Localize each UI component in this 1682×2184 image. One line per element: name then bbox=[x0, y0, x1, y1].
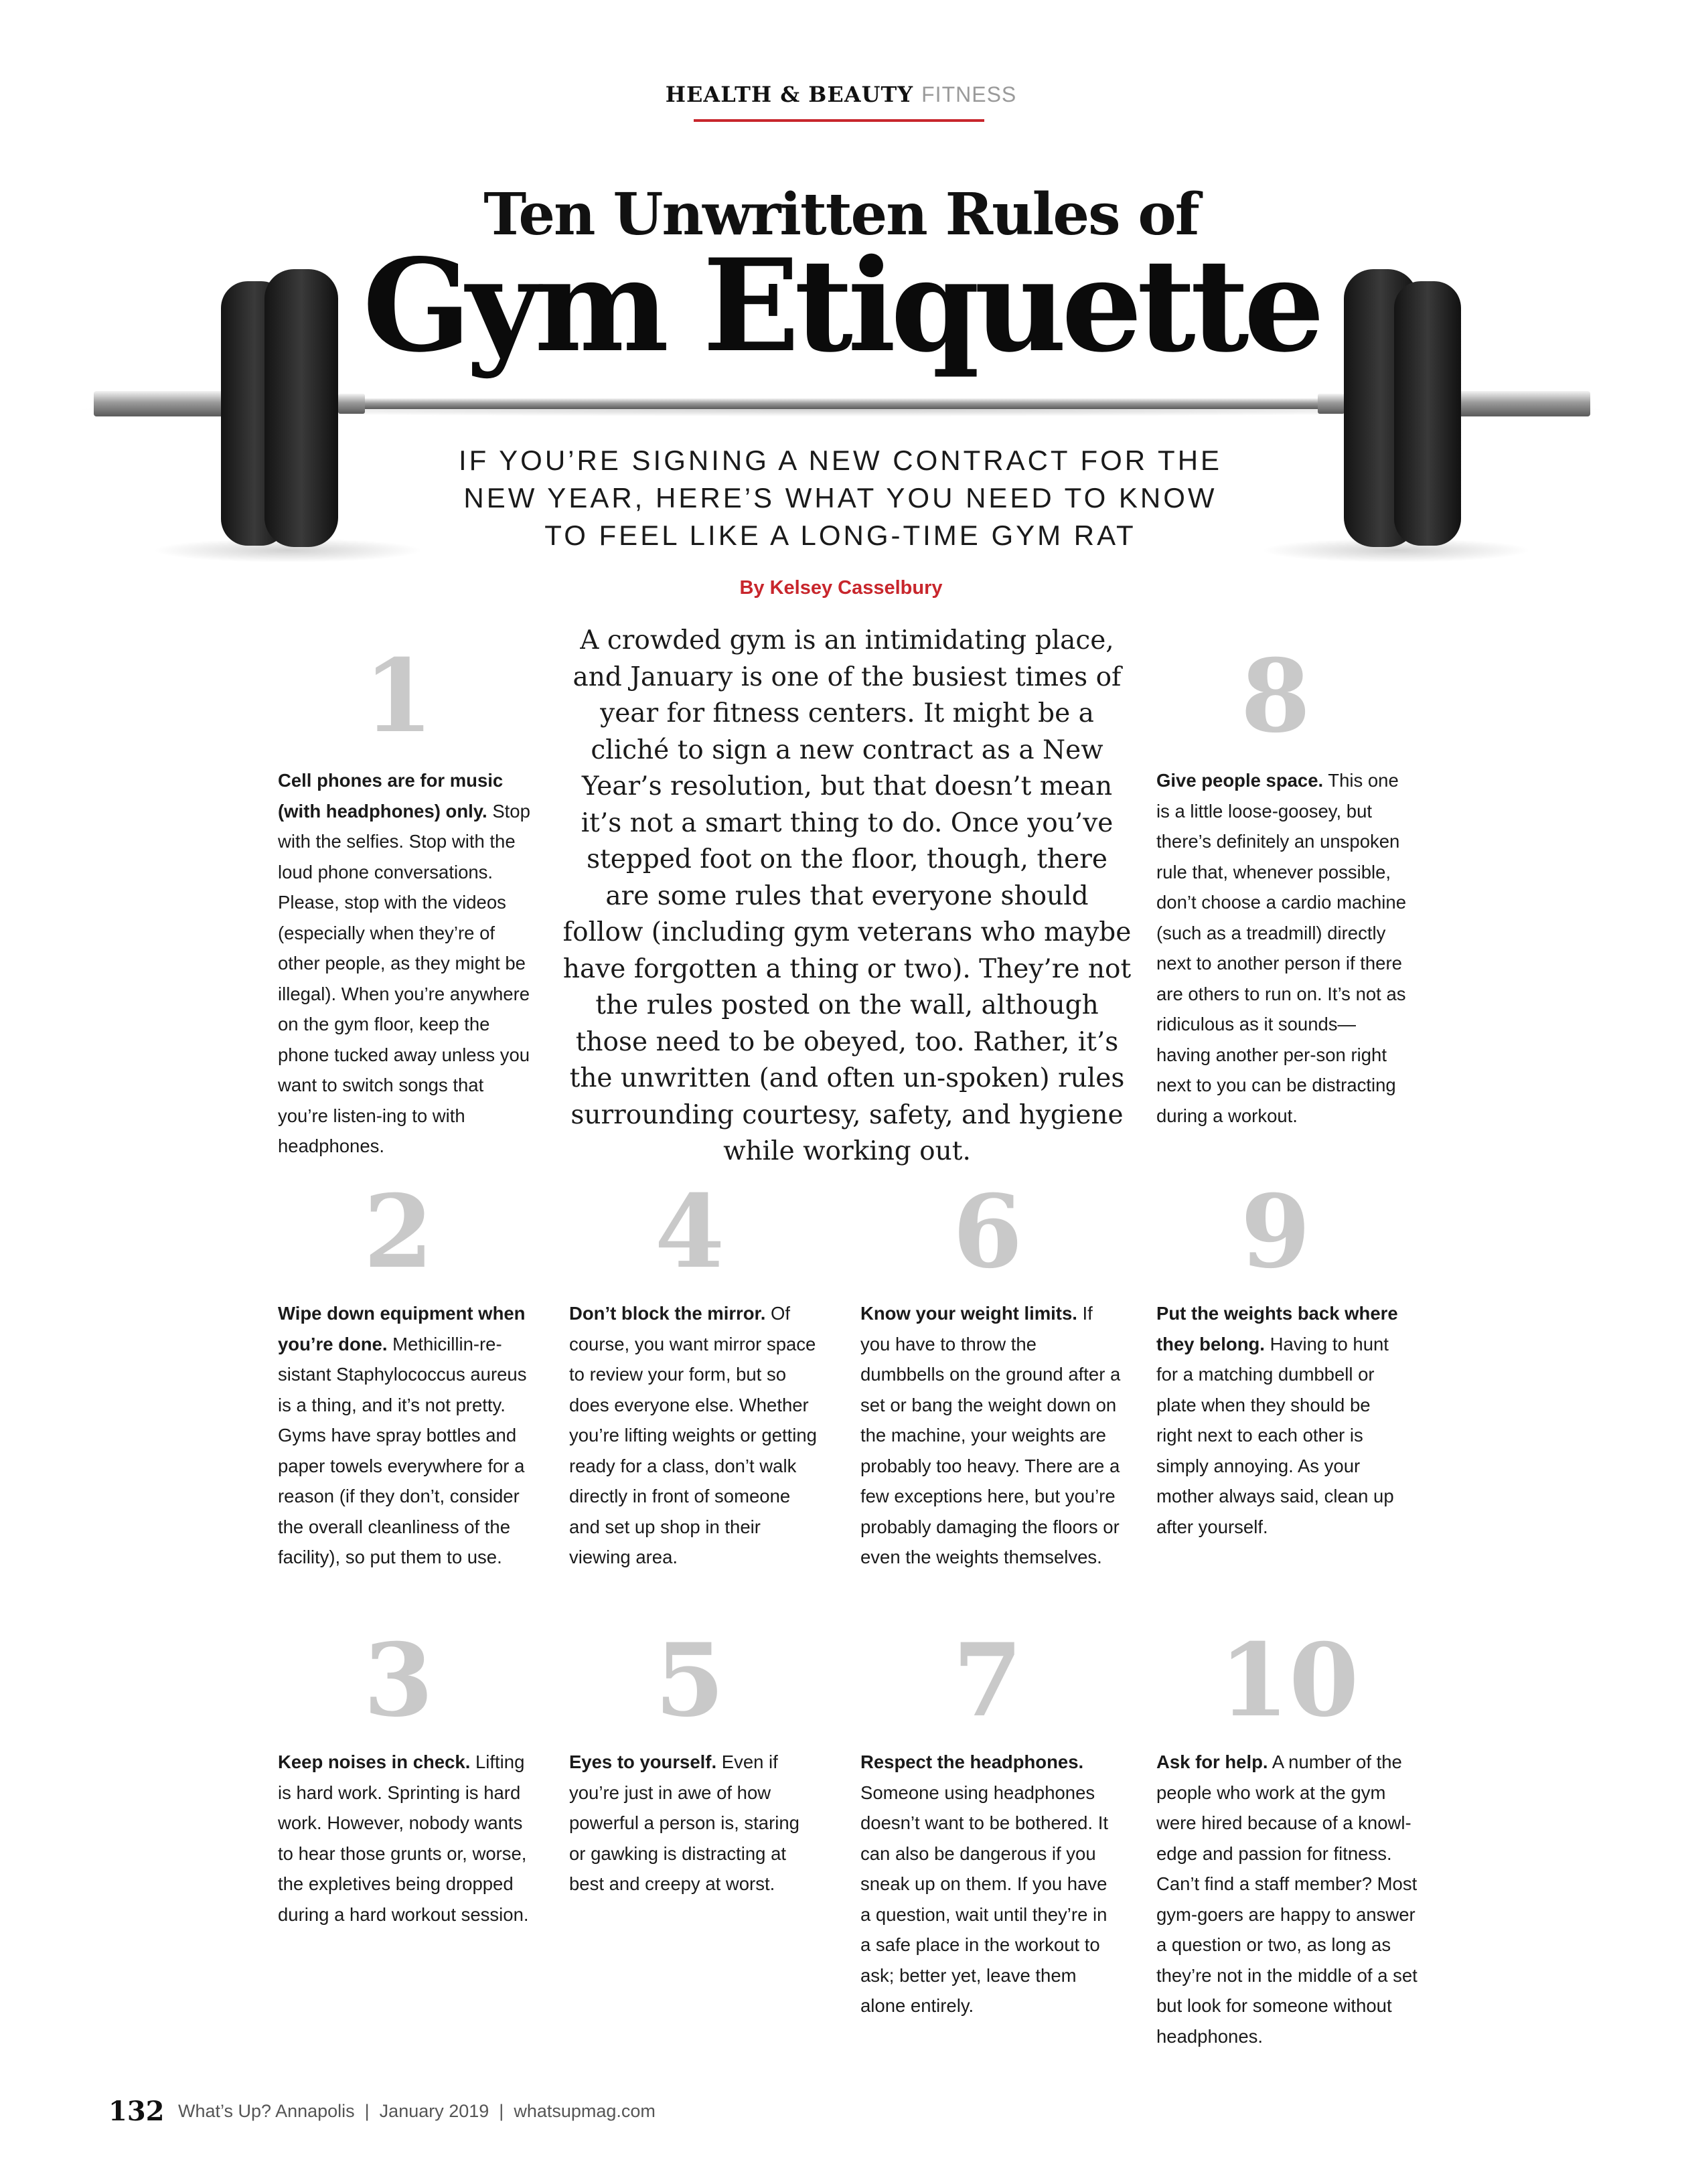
rule-number-8: 8 bbox=[1240, 637, 1311, 755]
rule-4-body: Of course, you want mirror space to review your form, but so does everyone else. Whether you’re lifting weights or getting ready for a class, don’t walk directly in front of someone and set up shop in their viewing area. bbox=[569, 1303, 817, 1567]
rule-10-lead: Ask for help. bbox=[1156, 1751, 1268, 1772]
rule-5 bbox=[569, 1747, 817, 1899]
subtitle-line-2: NEW YEAR, HERE’S WHAT YOU NEED TO KNOW bbox=[463, 482, 1217, 514]
rule-6 bbox=[860, 1298, 1125, 1573]
rule-6-lead: Know your weight limits. bbox=[860, 1303, 1077, 1324]
rule-6-body: If you have to throw the dumbbells on the ground after a set or bang the weight down on the machine, your weights are probably too heavy. There are a few exceptions here, but you’re probably damaging the floors or even the weights themselves. bbox=[860, 1303, 1121, 1567]
rule-8-lead: Give people space. bbox=[1156, 770, 1324, 791]
rule-number-2: 2 bbox=[363, 1173, 434, 1291]
rule-4 bbox=[569, 1298, 825, 1573]
rule-7-body: Someone using headphones doesn’t want to be bothered. It can also be dangerous if you sneak up on them. If you have a question, wait until they’re in a safe place in the workout to ask; better yet, leave them alone entirely. bbox=[860, 1782, 1108, 2016]
rule-number-10: 10 bbox=[1219, 1622, 1359, 1739]
section-rule bbox=[694, 119, 984, 122]
rule-number-3: 3 bbox=[363, 1622, 434, 1739]
section-label bbox=[0, 82, 1682, 107]
rule-1-lead: Cell phones are for music (with headphones) only. bbox=[278, 770, 504, 822]
rule-number-1: 1 bbox=[363, 637, 434, 755]
title-line-2: Gym Etiquette bbox=[362, 231, 1320, 380]
rule-10 bbox=[1156, 1747, 1421, 2051]
intro-paragraph: A crowded gym is an intimidating place, and January is one of the busiest times of year for fitness centers. It might be a cliché to sign a new contract as a New Year’s resolution, but that doesn’t mean it’s not a smart thing to do. Once you’ve stepped foot on the floor, though, there are some rules that everyone should follow (including gym veterans who maybe have forgotten a thing or two). They’re not the rules posted on the wall, although those need to be obeyed, too. Rather, it’s the unwritten (and often un-spoken) rules surrounding courtesy, safety, and hygiene while working out. bbox=[562, 625, 1132, 1166]
subtitle-line-1: IF YOU’RE SIGNING A NEW CONTRACT FOR THE bbox=[458, 445, 1223, 476]
rule-9 bbox=[1156, 1298, 1404, 1542]
byline: By Kelsey Casselbury bbox=[739, 577, 943, 599]
rule-3 bbox=[278, 1747, 542, 1930]
rule-number-6: 6 bbox=[952, 1173, 1023, 1291]
title-line-1: Ten Unwritten Rules of bbox=[483, 181, 1199, 248]
rule-7 bbox=[860, 1747, 1108, 2021]
rule-8-body: This one is a little loose-goosey, but there’s definitely an unspoken rule that, whenever possible, don’t choose a cardio machine (such as a treadmill) directly next to another person if there are others to run on. It’s not as ridiculous as it sounds—having another per-son right next to you can be distracting during a workout. bbox=[1156, 770, 1407, 1126]
rule-10-body: A number of the people who work at the gym were hired because of a knowl-edge and passion for fitness. Can’t find a staff member? Most gym-goers are happy to answer a question or two, as long as they’re not in the middle of a set but look for someone without headphones. bbox=[1156, 1751, 1418, 2047]
rule-3-lead: Keep noises in check. bbox=[278, 1751, 471, 1772]
rule-7-lead: Respect the headphones. bbox=[860, 1751, 1084, 1772]
rule-number-7: 7 bbox=[952, 1622, 1023, 1739]
rule-1 bbox=[278, 765, 536, 1162]
rule-1-body: Stop with the selfies. Stop with the loud phone conversations. Please, stop with the videos (especially when they’re of other people, as they might be illegal). When you’re anywhere on the gym floor, keep the phone tucked away unless you want to switch songs that you’re listen-ing to with headphones. bbox=[278, 800, 530, 1156]
page-number: 132 bbox=[108, 2096, 165, 2127]
rule-2 bbox=[278, 1298, 529, 1573]
rule-5-lead: Eyes to yourself. bbox=[569, 1751, 717, 1772]
rule-8 bbox=[1156, 765, 1407, 1131]
rule-5-body: Even if you’re just in awe of how powerful a person is, staring or gawking is distracting at best and creepy at worst. bbox=[569, 1751, 799, 1894]
rule-2-lead: Wipe down equipment when you’re done. bbox=[278, 1303, 526, 1354]
subtitle-line-3: TO FEEL LIKE A LONG-TIME GYM RAT bbox=[544, 520, 1136, 551]
section-name: HEALTH & BEAUTY bbox=[665, 82, 914, 107]
rule-4-lead: Don’t block the mirror. bbox=[569, 1303, 766, 1324]
rule-9-body: Having to hunt for a matching dumbbell or plate when they should be right next to each other is simply annoying. As your mother always said, clean up after yourself. bbox=[1156, 1333, 1394, 1537]
subtitle bbox=[402, 442, 1279, 554]
rule-9-lead: Put the weights back where they belong. bbox=[1156, 1303, 1398, 1354]
footer-info: What’s Up? Annapolis | January 2019 | whatsupmag.com bbox=[178, 2101, 656, 2121]
rule-2-body: Methicillin-re-sistant Staphylococcus aureus is a thing, and it’s not pretty. Gyms have spray bottles and paper towels everywhere for a reason (if they don’t, consider the overall cleanliness of the facility), so put them to use. bbox=[278, 1333, 527, 1567]
subsection-name: FITNESS bbox=[921, 82, 1017, 106]
rule-number-9: 9 bbox=[1240, 1173, 1311, 1291]
rule-3-body: Lifting is hard work. Sprinting is hard work. However, nobody wants to hear those grunts or, worse, the expletives being dropped during a hard workout session. bbox=[278, 1751, 529, 1925]
rule-number-5: 5 bbox=[654, 1622, 725, 1739]
rule-number-4: 4 bbox=[654, 1173, 725, 1291]
